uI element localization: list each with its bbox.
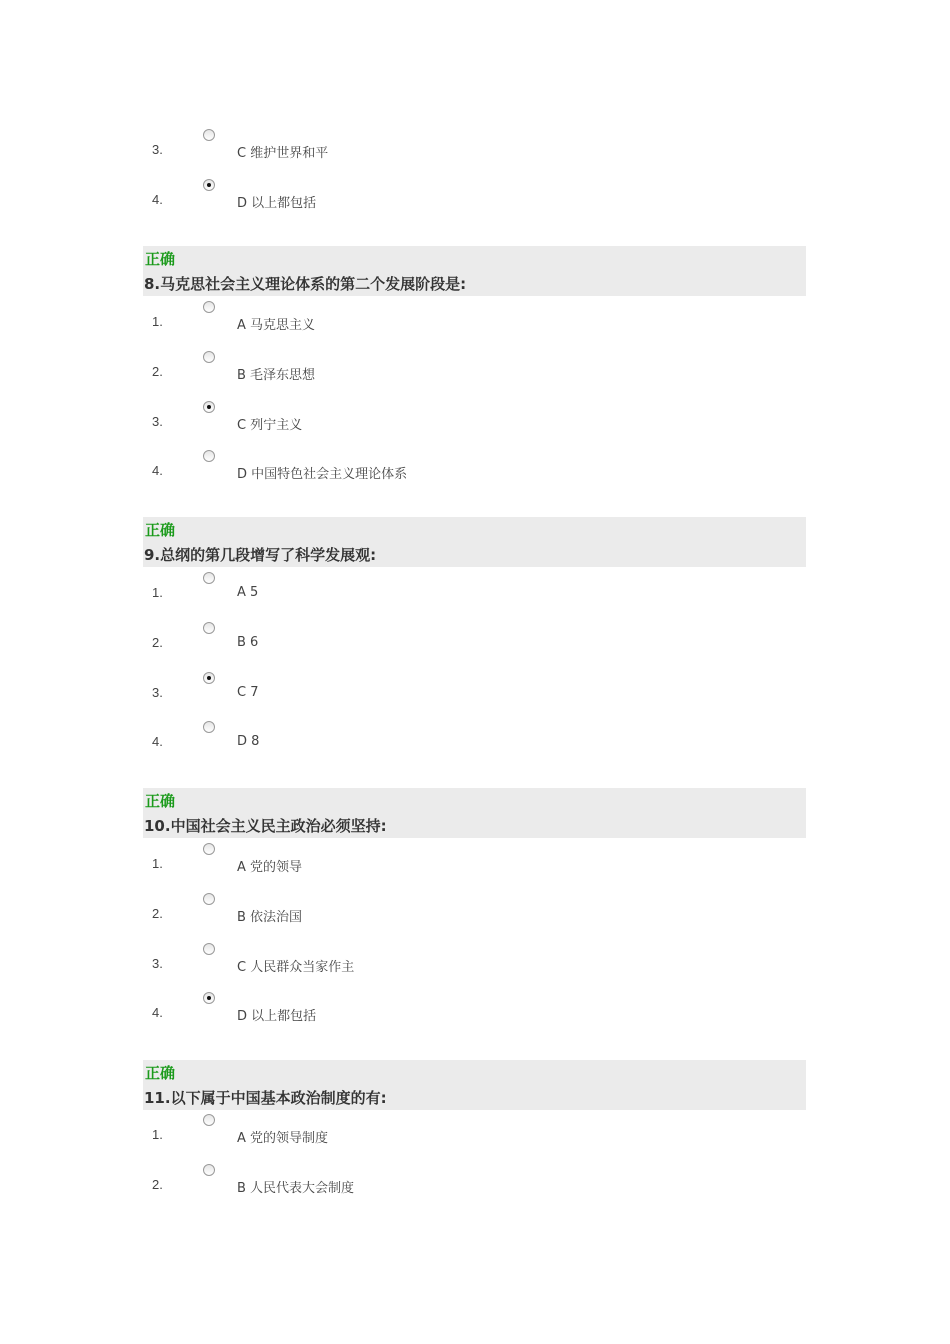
status-correct: 正确: [145, 250, 176, 268]
option-number: 4.: [152, 1005, 163, 1020]
radio-button[interactable]: [203, 943, 215, 955]
option-number: 4.: [152, 192, 163, 207]
q11-option-1[interactable]: [0, 1127, 950, 1167]
radio-button[interactable]: [203, 622, 215, 634]
option-number: 4.: [152, 463, 163, 478]
q7-option-4[interactable]: [0, 192, 950, 232]
option-number: 3.: [152, 142, 163, 157]
question-title: 8.马克思社会主义理论体系的第二个发展阶段是:: [144, 275, 467, 293]
q10-option-4[interactable]: [0, 1005, 950, 1045]
radio-button-selected[interactable]: [203, 401, 215, 413]
q9-option-2[interactable]: [0, 635, 950, 675]
option-number: 3.: [152, 956, 163, 971]
option-number: 1.: [152, 1127, 163, 1142]
q7-option-3[interactable]: [0, 142, 950, 182]
option-label: C 维护世界和平: [237, 146, 329, 161]
option-label: B 人民代表大会制度: [237, 1181, 355, 1196]
status-correct: 正确: [145, 1064, 176, 1082]
option-number: 1.: [152, 585, 163, 600]
radio-button[interactable]: [203, 843, 215, 855]
option-label: D 以上都包括: [237, 1009, 317, 1024]
option-number: 3.: [152, 414, 163, 429]
option-label: C 列宁主义: [237, 418, 303, 433]
q10-option-3[interactable]: [0, 956, 950, 996]
question-header: [143, 517, 806, 567]
question-title: 10.中国社会主义民主政治必须坚持:: [144, 817, 387, 835]
option-number: 2.: [152, 635, 163, 650]
option-number: 4.: [152, 734, 163, 749]
question-header: [143, 788, 806, 838]
q8-option-1[interactable]: [0, 314, 950, 354]
radio-button-selected[interactable]: [203, 179, 215, 191]
q10-option-2[interactable]: [0, 906, 950, 946]
q9-option-1[interactable]: [0, 585, 950, 625]
radio-button[interactable]: [203, 572, 215, 584]
radio-button[interactable]: [203, 129, 215, 141]
option-label: D 以上都包括: [237, 196, 317, 211]
q8-option-3[interactable]: [0, 414, 950, 454]
option-number: 2.: [152, 1177, 163, 1192]
q9-option-4[interactable]: [0, 734, 950, 774]
option-label: A 马克思主义: [237, 318, 316, 333]
option-label: A 党的领导: [237, 860, 303, 875]
option-label: A 党的领导制度: [237, 1131, 329, 1146]
q10-option-1[interactable]: [0, 856, 950, 896]
radio-button-selected[interactable]: [203, 992, 215, 1004]
q9-option-3[interactable]: [0, 685, 950, 725]
q8-option-4[interactable]: [0, 463, 950, 503]
option-number: 1.: [152, 314, 163, 329]
option-number: 2.: [152, 364, 163, 379]
radio-button-selected[interactable]: [203, 672, 215, 684]
radio-button[interactable]: [203, 1164, 215, 1176]
option-label: B 6: [237, 635, 259, 650]
option-label: B 毛泽东思想: [237, 368, 316, 383]
option-number: 3.: [152, 685, 163, 700]
option-number: 2.: [152, 906, 163, 921]
option-label: B 依法治国: [237, 910, 303, 925]
question-header: [143, 246, 806, 296]
question-title: 11.以下属于中国基本政治制度的有:: [144, 1089, 387, 1107]
question-title: 9.总纲的第几段增写了科学发展观:: [144, 546, 377, 564]
radio-button[interactable]: [203, 893, 215, 905]
q8-option-2[interactable]: [0, 364, 950, 404]
radio-button[interactable]: [203, 301, 215, 313]
option-label: A 5: [237, 585, 259, 600]
status-correct: 正确: [145, 521, 176, 539]
option-label: D 8: [237, 734, 260, 749]
option-label: C 7: [237, 685, 259, 700]
radio-button[interactable]: [203, 351, 215, 363]
q11-option-2[interactable]: [0, 1177, 950, 1217]
option-label: C 人民群众当家作主: [237, 960, 355, 975]
option-label: D 中国特色社会主义理论体系: [237, 467, 408, 482]
radio-button[interactable]: [203, 1114, 215, 1126]
question-header: [143, 1060, 806, 1110]
radio-button[interactable]: [203, 721, 215, 733]
status-correct: 正确: [145, 792, 176, 810]
option-number: 1.: [152, 856, 163, 871]
radio-button[interactable]: [203, 450, 215, 462]
